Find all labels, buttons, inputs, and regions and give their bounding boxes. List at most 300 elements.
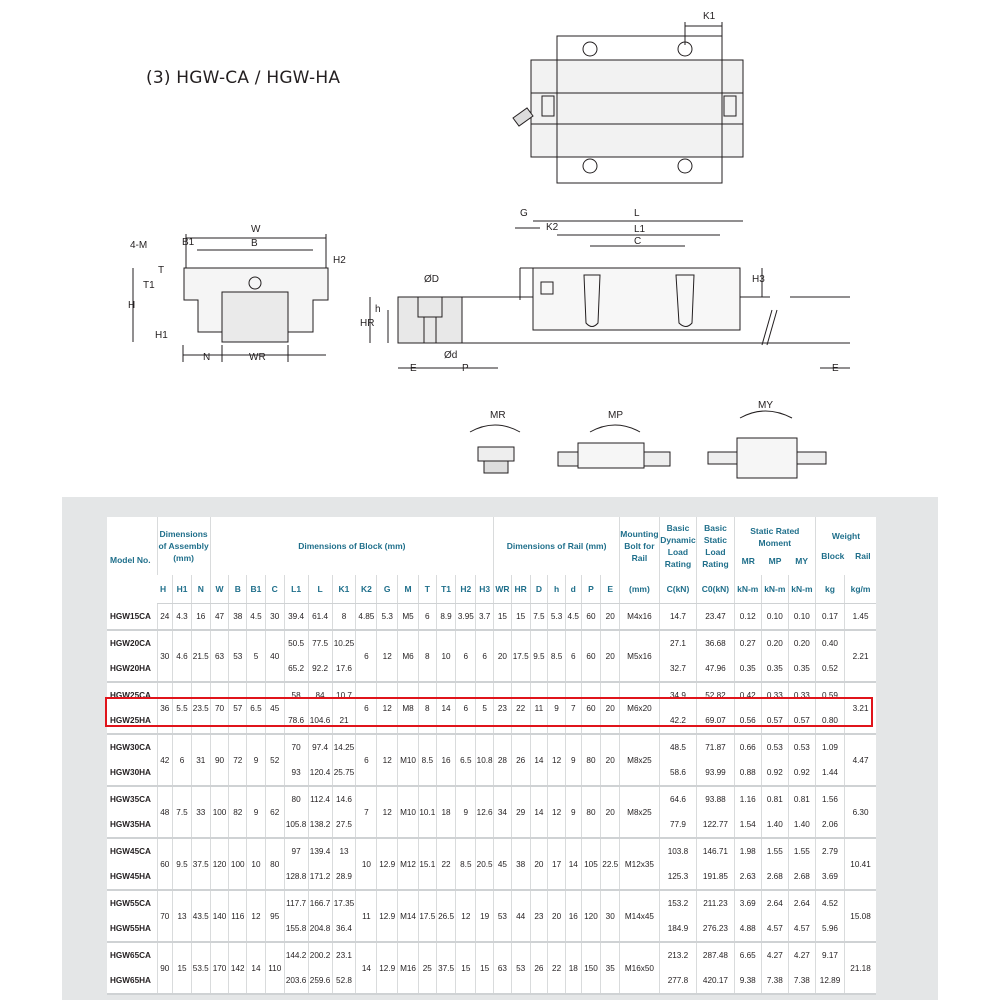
cell-mp: 0.53 xyxy=(761,734,788,760)
front-view-drawing xyxy=(133,234,328,362)
cell-h1-shared: 15 xyxy=(173,942,192,994)
cell-d: 7.5 xyxy=(530,604,548,631)
cell-h-shared: 22 xyxy=(548,942,566,994)
cell-d-shared: 20 xyxy=(530,838,548,890)
cell-h-shared: 12 xyxy=(548,734,566,786)
cell-bolt-shared: M12x35 xyxy=(620,838,660,890)
cell-wr-shared: 6.30 xyxy=(845,786,876,838)
cell-c-shared: 40 xyxy=(265,630,284,682)
cell-t: 6 xyxy=(418,604,436,631)
cell-wb: 1.56 xyxy=(815,786,844,812)
label-h: H xyxy=(128,300,136,311)
cell-mp: 0.10 xyxy=(761,604,788,631)
cell-mr: 2.63 xyxy=(734,864,761,890)
cell-k1: 36.4 xyxy=(332,916,356,942)
cell-mr: 4.88 xyxy=(734,916,761,942)
cell-wr: 1.45 xyxy=(845,604,876,631)
label-mr: MR xyxy=(490,410,506,421)
cell-k1: 8 xyxy=(332,604,356,631)
cell-n-shared: 43.5 xyxy=(191,890,210,942)
cell-t-shared: 25 xyxy=(418,942,436,994)
cell-h-shared: 30 xyxy=(157,630,173,682)
table-row xyxy=(107,786,876,812)
symbol-cell: M xyxy=(398,575,419,604)
cell-my: 0.81 xyxy=(788,786,815,812)
cell-c-shared: 95 xyxy=(265,890,284,942)
cell-my: 0.35 xyxy=(788,656,815,682)
cell-n: 16 xyxy=(191,604,210,631)
cell-mp: 0.20 xyxy=(761,630,788,656)
cell-mp: 4.27 xyxy=(761,942,788,968)
cell-hr-shared: 38 xyxy=(511,838,530,890)
cell-g-shared: 12.9 xyxy=(377,942,398,994)
cell-l1: 155.8 xyxy=(284,916,308,942)
header-bolt: Mounting Bolt for Rail xyxy=(620,517,660,575)
cell-wr-shared: 34 xyxy=(494,786,512,838)
cell-wr-shared: 3.21 xyxy=(845,682,876,734)
header-rail: Dimensions of Rail (mm) xyxy=(494,517,620,575)
cell-b-shared: 116 xyxy=(229,890,247,942)
symbol-cell: N xyxy=(191,575,210,604)
cell-hr: 15 xyxy=(511,604,530,631)
cell-h2-shared: 15 xyxy=(456,942,476,994)
cell-mp: 0.92 xyxy=(761,760,788,786)
cell-h1-shared: 4.6 xyxy=(173,630,192,682)
cell-cd: 125.3 xyxy=(659,864,697,890)
cell-k1: 17.35 xyxy=(332,890,356,916)
spec-table-panel xyxy=(62,497,938,1000)
label-b1: B1 xyxy=(182,237,195,248)
cell-my: 4.27 xyxy=(788,942,815,968)
symbol-cell: B1 xyxy=(247,575,266,604)
cell-t1-shared: 22 xyxy=(436,838,456,890)
cell-p-shared: 80 xyxy=(581,734,601,786)
header-weight-block: Block xyxy=(821,551,845,561)
cell-bolt-shared: M5x16 xyxy=(620,630,660,682)
header-mr: MR xyxy=(741,556,755,566)
cell-mr: 3.69 xyxy=(734,890,761,916)
cell-wb: 2.79 xyxy=(815,838,844,864)
cell-mp: 2.68 xyxy=(761,864,788,890)
cell-e-shared: 35 xyxy=(601,942,620,994)
symbol-cell: WR xyxy=(494,575,512,604)
cell-wb: 0.80 xyxy=(815,708,844,734)
label-t1: T1 xyxy=(143,280,155,291)
cell-mr: 0.42 xyxy=(734,682,761,708)
label-c: C xyxy=(634,236,642,247)
cell-h1-shared: 7.5 xyxy=(173,786,192,838)
cell-b: 38 xyxy=(229,604,247,631)
label-od-large: ØD xyxy=(424,274,439,285)
cell-c-shared: 80 xyxy=(265,838,284,890)
cell-b1-shared: 14 xyxy=(247,942,266,994)
cell-l: 120.4 xyxy=(308,760,332,786)
cell-cd: 277.8 xyxy=(659,968,697,994)
cell-t-shared: 8.5 xyxy=(418,734,436,786)
model-cell: HGW30HA xyxy=(107,760,157,786)
label-p: P xyxy=(462,363,469,374)
cell-hr-shared: 17.5 xyxy=(511,630,530,682)
label-my: MY xyxy=(758,400,773,411)
cell-w: 47 xyxy=(210,604,229,631)
label-h3: H3 xyxy=(752,274,765,285)
label-w: W xyxy=(251,224,261,235)
cell-c0: 146.71 xyxy=(697,838,735,864)
cell-mp: 0.33 xyxy=(761,682,788,708)
cell-my: 4.57 xyxy=(788,916,815,942)
cell-t-shared: 17.5 xyxy=(418,890,436,942)
cell-wr-shared: 10.41 xyxy=(845,838,876,890)
cell-h-shared: 9 xyxy=(548,682,566,734)
header-moment xyxy=(734,517,815,575)
table-row xyxy=(107,604,876,631)
cell-d-shared: 14 xyxy=(565,838,581,890)
symbol-cell: T xyxy=(418,575,436,604)
cell-mp: 2.64 xyxy=(761,890,788,916)
table-row xyxy=(107,630,876,656)
symbol-cell: d xyxy=(565,575,581,604)
cell-mr: 6.65 xyxy=(734,942,761,968)
cell-h-shared: 42 xyxy=(157,734,173,786)
cell-cd: 58.6 xyxy=(659,760,697,786)
model-cell: HGW35CA xyxy=(110,795,151,804)
symbol-cell: (mm) xyxy=(620,575,660,604)
cell-wr-shared: 28 xyxy=(494,734,512,786)
cell-d-shared: 11 xyxy=(530,682,548,734)
cell-cd: 153.2 xyxy=(659,890,697,916)
label-e-left: E xyxy=(410,363,417,374)
label-e-right: E xyxy=(832,363,839,374)
cell-my: 7.38 xyxy=(788,968,815,994)
cell-l1: 203.6 xyxy=(284,968,308,994)
cell-hr-shared: 26 xyxy=(511,734,530,786)
cell-h-shared: 36 xyxy=(157,682,173,734)
cell-g-shared: 12.9 xyxy=(377,838,398,890)
cell-mr: 1.54 xyxy=(734,812,761,838)
model-cell: HGW65HA xyxy=(107,968,157,994)
table-row xyxy=(107,942,876,968)
cell-bolt-shared: M14x45 xyxy=(620,890,660,942)
header-model: Model No. xyxy=(107,517,157,604)
cell-hr-shared: 44 xyxy=(511,890,530,942)
cell-w-shared: 140 xyxy=(210,890,229,942)
cell-wb: 3.69 xyxy=(815,864,844,890)
cell-mp: 7.38 xyxy=(761,968,788,994)
symbol-cell: K2 xyxy=(356,575,377,604)
symbol-cell: L xyxy=(308,575,332,604)
model-cell: HGW35HA xyxy=(107,812,157,838)
cell-n-shared: 53.5 xyxy=(191,942,210,994)
cell-k2-shared: 6 xyxy=(356,630,377,682)
cell-l: 138.2 xyxy=(308,812,332,838)
cell-cd: 42.2 xyxy=(659,708,697,734)
cell-h3-shared: 19 xyxy=(476,890,494,942)
cell-my: 2.68 xyxy=(788,864,815,890)
cell-b1-shared: 12 xyxy=(247,890,266,942)
symbol-cell: E xyxy=(601,575,620,604)
label-t: T xyxy=(158,265,165,276)
cell-h2-shared: 9 xyxy=(456,786,476,838)
cell-l1: 80 xyxy=(284,786,308,812)
label-mp: MP xyxy=(608,410,623,421)
cell-e-shared: 22.5 xyxy=(601,838,620,890)
cell-b1-shared: 9 xyxy=(247,786,266,838)
cell-hr-shared: 29 xyxy=(511,786,530,838)
symbol-cell: K1 xyxy=(332,575,356,604)
cell-d-shared: 9 xyxy=(565,786,581,838)
model-cell: HGW15CA xyxy=(107,604,157,631)
cell-c0: 420.17 xyxy=(697,968,735,994)
symbol-cell: G xyxy=(377,575,398,604)
cell-my: 0.53 xyxy=(788,734,815,760)
cell-c-shared: 45 xyxy=(265,682,284,734)
cell-h2-shared: 8.5 xyxy=(456,838,476,890)
cell-l1: 70 xyxy=(284,734,308,760)
cell-my: 0.92 xyxy=(788,760,815,786)
cell-wr-shared: 21.18 xyxy=(845,942,876,994)
cell-l1: 50.5 xyxy=(284,630,308,656)
cell-d-shared: 9 xyxy=(565,734,581,786)
cell-c-shared: 62 xyxy=(265,786,284,838)
header-mp: MP xyxy=(768,556,782,566)
cell-wr-shared: 4.47 xyxy=(845,734,876,786)
cell-n-shared: 23.5 xyxy=(191,682,210,734)
header-block: Dimensions of Block (mm) xyxy=(210,517,493,575)
cell-g: 5.3 xyxy=(377,604,398,631)
cell-g-shared: 12 xyxy=(377,786,398,838)
cell-p-shared: 60 xyxy=(581,630,601,682)
cell-w-shared: 120 xyxy=(210,838,229,890)
cell-l: 84 xyxy=(308,682,332,708)
cell-cd: 32.7 xyxy=(659,656,697,682)
cell-d-shared: 18 xyxy=(565,942,581,994)
cell-b-shared: 82 xyxy=(229,786,247,838)
cell-h1: 4.3 xyxy=(173,604,192,631)
technical-drawing xyxy=(0,0,1000,497)
symbol-cell: W xyxy=(210,575,229,604)
cell-wb: 0.52 xyxy=(815,656,844,682)
cell-e-shared: 20 xyxy=(601,786,620,838)
cell-b1-shared: 10 xyxy=(247,838,266,890)
spec-table-body xyxy=(107,604,876,995)
cell-m-shared: M12 xyxy=(398,838,419,890)
cell-k2-shared: 14 xyxy=(356,942,377,994)
cell-h3-shared: 5 xyxy=(476,682,494,734)
cell-h2: 3.95 xyxy=(456,604,476,631)
cell-my: 0.33 xyxy=(788,682,815,708)
cell-t1-shared: 14 xyxy=(436,682,456,734)
label-k1: K1 xyxy=(703,11,716,22)
cell-c0: 52.82 xyxy=(697,682,735,708)
cell-l: 259.6 xyxy=(308,968,332,994)
model-cell: HGW55HA xyxy=(107,916,157,942)
cell-h: 24 xyxy=(157,604,173,631)
cell-d-shared: 23 xyxy=(530,890,548,942)
label-hr: HR xyxy=(360,318,375,329)
cell-b-shared: 57 xyxy=(229,682,247,734)
label-h1: H1 xyxy=(155,330,168,341)
label-h-small: h xyxy=(375,304,381,315)
cell-c0: 47.96 xyxy=(697,656,735,682)
cell-c0: 287.48 xyxy=(697,942,735,968)
cell-mr: 0.27 xyxy=(734,630,761,656)
label-l: L xyxy=(634,208,640,219)
cell-b1-shared: 6.5 xyxy=(247,682,266,734)
cell-wb: 1.44 xyxy=(815,760,844,786)
symbol-cell: H1 xyxy=(173,575,192,604)
cell-h-shared: 70 xyxy=(157,890,173,942)
cell-cd: 184.9 xyxy=(659,916,697,942)
cell-bolt-shared: M8x25 xyxy=(620,734,660,786)
symbol-cell: kg xyxy=(815,575,844,604)
cell-hr-shared: 53 xyxy=(511,942,530,994)
cell-c0: 211.23 xyxy=(697,890,735,916)
cell-n-shared: 37.5 xyxy=(191,838,210,890)
symbol-cell: H2 xyxy=(456,575,476,604)
symbol-cell: H3 xyxy=(476,575,494,604)
cell-t1: 8.9 xyxy=(436,604,456,631)
model-cell: HGW65CA xyxy=(110,951,151,960)
cell-e-shared: 30 xyxy=(601,890,620,942)
cell-w-shared: 63 xyxy=(210,630,229,682)
cell-my: 1.40 xyxy=(788,812,815,838)
header-dynamic: Basic Dynamic Load Rating xyxy=(659,517,697,575)
label-n: N xyxy=(203,352,211,363)
cell-cd: 27.1 xyxy=(659,630,697,656)
cell-t1-shared: 26.5 xyxy=(436,890,456,942)
cell-l1: 58 xyxy=(284,682,308,708)
cell-wr-shared: 63 xyxy=(494,942,512,994)
cell-e-shared: 20 xyxy=(601,682,620,734)
cell-l1: 105.8 xyxy=(284,812,308,838)
cell-b1-shared: 5 xyxy=(247,630,266,682)
cell-wb: 0.40 xyxy=(815,630,844,656)
cell-d-shared: 14 xyxy=(530,786,548,838)
cell-k1: 23.1 xyxy=(332,942,356,968)
cell-g-shared: 12.9 xyxy=(377,890,398,942)
cell-mp: 0.35 xyxy=(761,656,788,682)
cell-n-shared: 33 xyxy=(191,786,210,838)
cell-k1: 17.6 xyxy=(332,656,356,682)
cell-l: 166.7 xyxy=(308,890,332,916)
cell-d-shared: 16 xyxy=(565,890,581,942)
cell-m-shared: M14 xyxy=(398,890,419,942)
cell-bolt-shared: M6x20 xyxy=(620,682,660,734)
cell-b-shared: 100 xyxy=(229,838,247,890)
header-weight-label: Weight xyxy=(831,531,861,541)
cell-g-shared: 12 xyxy=(377,734,398,786)
cell-h2-shared: 6 xyxy=(456,630,476,682)
cell-m: M5 xyxy=(398,604,419,631)
cell-m-shared: M10 xyxy=(398,786,419,838)
header-weight xyxy=(815,517,876,575)
cell-h3-shared: 20.5 xyxy=(476,838,494,890)
cell-k2-shared: 11 xyxy=(356,890,377,942)
cell-wr-shared: 15.08 xyxy=(845,890,876,942)
cell-mr: 1.98 xyxy=(734,838,761,864)
symbol-cell: C0(kN) xyxy=(697,575,735,604)
cell-p-shared: 150 xyxy=(581,942,601,994)
cell-h1-shared: 13 xyxy=(173,890,192,942)
cell-l1: 93 xyxy=(284,760,308,786)
cell-h-shared: 20 xyxy=(548,890,566,942)
cell-c0: 276.23 xyxy=(697,916,735,942)
cell-h2-shared: 6 xyxy=(456,682,476,734)
model-cell: HGW45HA xyxy=(107,864,157,890)
cell-h3-shared: 6 xyxy=(476,630,494,682)
model-cell: HGW30CA xyxy=(110,743,151,752)
cell-t1-shared: 18 xyxy=(436,786,456,838)
symbol-cell: B xyxy=(229,575,247,604)
highlight-box-hgw25 xyxy=(105,697,873,727)
cell-d-shared: 14 xyxy=(530,734,548,786)
cell-cd: 103.8 xyxy=(659,838,697,864)
table-row xyxy=(107,734,876,760)
cell-d-shared: 6 xyxy=(565,630,581,682)
cell-h3-shared: 10.8 xyxy=(476,734,494,786)
cell-b-shared: 53 xyxy=(229,630,247,682)
cell-l: 204.8 xyxy=(308,916,332,942)
label-od-small: Ød xyxy=(444,350,458,361)
cell-b1-shared: 9 xyxy=(247,734,266,786)
cell-e-shared: 20 xyxy=(601,734,620,786)
cell-mp: 4.57 xyxy=(761,916,788,942)
cell-k2-shared: 10 xyxy=(356,838,377,890)
cell-mp: 1.55 xyxy=(761,838,788,864)
cell-g-shared: 12 xyxy=(377,682,398,734)
model-cell: HGW25CA xyxy=(110,691,151,700)
cell-wb: 0.59 xyxy=(815,682,844,708)
cell-l1: 144.2 xyxy=(284,942,308,968)
cell-h3: 3.7 xyxy=(476,604,494,631)
cell-k1: 27.5 xyxy=(332,812,356,838)
symbol-cell: kN-m xyxy=(788,575,815,604)
cell-h1-shared: 6 xyxy=(173,734,192,786)
cell-k1: 21 xyxy=(332,708,356,734)
label-l1: L1 xyxy=(634,224,646,235)
cell-w-shared: 100 xyxy=(210,786,229,838)
label-g: G xyxy=(520,208,528,219)
cell-h1-shared: 5.5 xyxy=(173,682,192,734)
cell-b-shared: 72 xyxy=(229,734,247,786)
symbol-cell: T1 xyxy=(436,575,456,604)
cell-k1: 52.8 xyxy=(332,968,356,994)
cell-l: 139.4 xyxy=(308,838,332,864)
model-cell: HGW20CA xyxy=(110,639,151,648)
cell-cd: 64.6 xyxy=(659,786,697,812)
cell-my: 1.55 xyxy=(788,838,815,864)
cell-l: 97.4 xyxy=(308,734,332,760)
cell-l1: 97 xyxy=(284,838,308,864)
cell-w-shared: 170 xyxy=(210,942,229,994)
cell-l1: 78.6 xyxy=(284,708,308,734)
cell-wb: 0.17 xyxy=(815,604,844,631)
symbol-cell: P xyxy=(581,575,601,604)
cell-k2-shared: 6 xyxy=(356,682,377,734)
cell-t-shared: 8 xyxy=(418,682,436,734)
cell-l: 171.2 xyxy=(308,864,332,890)
cell-t-shared: 8 xyxy=(418,630,436,682)
cell-l1: 117.7 xyxy=(284,890,308,916)
cell-c0: 93.99 xyxy=(697,760,735,786)
cell-m-shared: M16 xyxy=(398,942,419,994)
symbol-cell: D xyxy=(530,575,548,604)
cell-wr-shared: 53 xyxy=(494,890,512,942)
cell-c0: 69.07 xyxy=(697,708,735,734)
cell-l1: 128.8 xyxy=(284,864,308,890)
symbol-cell: HR xyxy=(511,575,530,604)
model-cell: HGW45CA xyxy=(110,847,151,856)
